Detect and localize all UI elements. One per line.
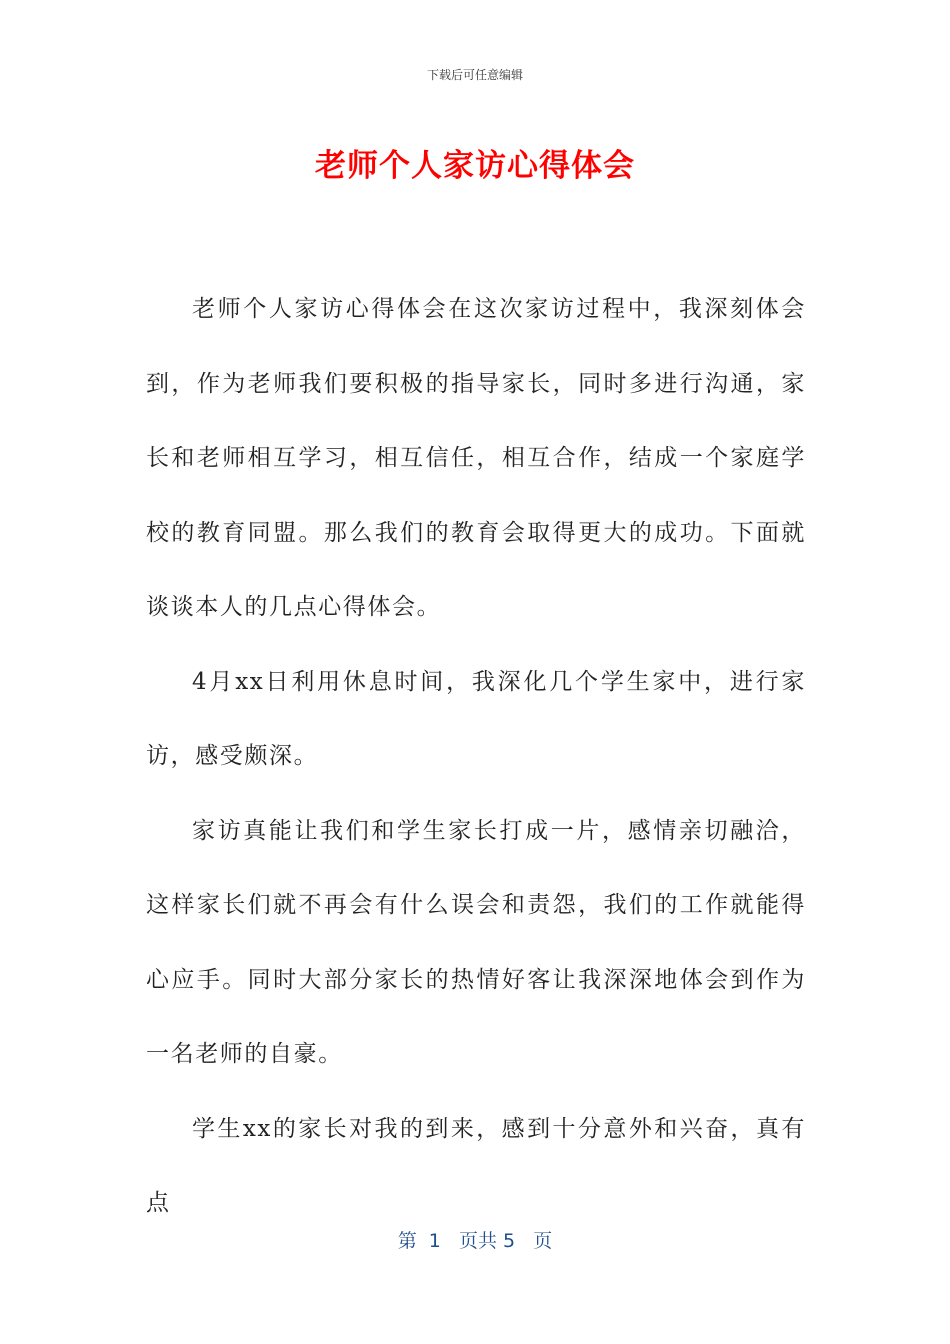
paragraph: 4月xx日利用休息时间，我深化几个学生家中，进行家访，感受颇深。 — [146, 668, 806, 769]
header-note: 下载后可任意编辑 — [426, 68, 523, 82]
paragraph: 家访真能让我们和学生家长打成一片，感情亲切融洽，这样家长们就不再会有什么误会和责怨，我们的工作就能得心应手。同时大部分家长的热情好客让我深深地体会到作为一名老师的自豪。 — [146, 817, 806, 1067]
page-number-footer: 第 1 页共 5 页 — [397, 1230, 553, 1252]
paragraph: 学生xx的家长对我的到来，感到十分意外和兴奋，真有点 — [146, 1115, 806, 1216]
document-title: 老师个人家访心得体会 — [315, 148, 635, 184]
paragraph: 老师个人家访心得体会在这次家访过程中，我深刻体会到，作为老师我们要积极的指导家长，同时多进行沟通，家长和老师相互学习，相互信任，相互合作，结成一个家庭学校的教育同盟。那么我们的教育会取得更大的成功。下面就谈谈本人的几点心得体会。 — [146, 296, 806, 620]
document-body — [146, 272, 806, 1241]
